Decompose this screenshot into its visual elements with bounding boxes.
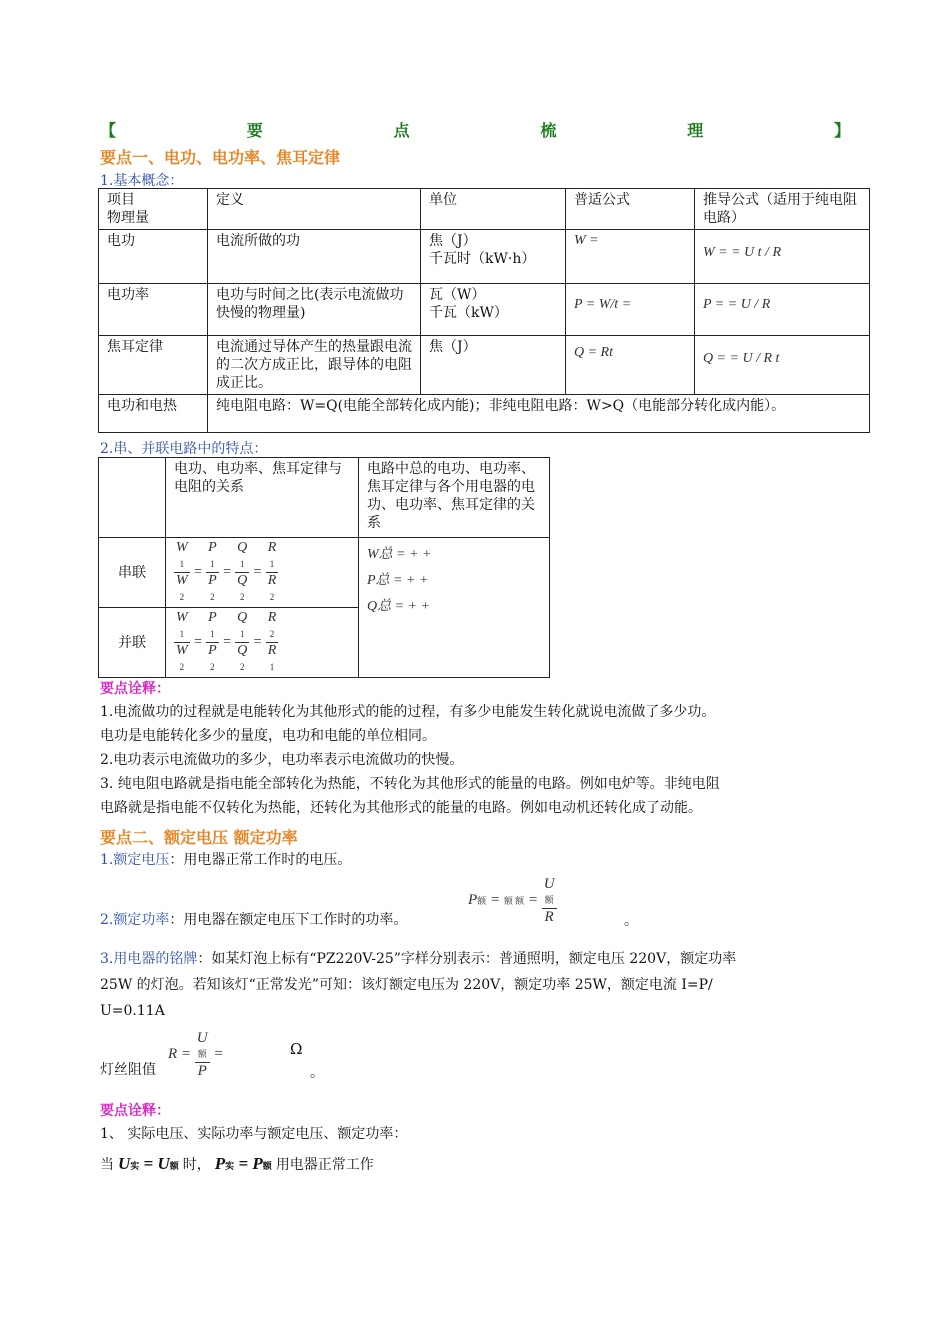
power-equality: P实 = P额 [214, 1154, 272, 1173]
nameplate-paragraph [100, 946, 860, 1024]
row-label-series: 串联 [99, 538, 166, 608]
when-word: 当 [100, 1157, 114, 1173]
notes2-condition-line [100, 1152, 374, 1178]
rated-power-label: 2.额定功率 [100, 912, 170, 928]
title-char: 点 [393, 121, 410, 140]
nameplate-line2: 25W 的灯泡。若知该灯“正常发光”可知：该灯额定电压为 220V，额定功率 25W，额定电流 I=P/ [100, 977, 713, 993]
note-line: 电路就是指电能不仅转化为热能，还转化为其他形式的能量的电路。例如电动机还转化成了动能。 [100, 800, 702, 816]
cell-unit: 焦（J） 千瓦时（kW·h） [421, 230, 566, 284]
filament-period: 。 [310, 1065, 324, 1081]
total-work-formula: W总 = + + [367, 547, 432, 562]
ohm-symbol: Ω [290, 1040, 303, 1058]
total-relations [359, 538, 550, 678]
filament-label: 灯丝阻值 [100, 1062, 156, 1078]
title-char: 梳 [540, 121, 557, 140]
title-char: 【 [100, 121, 117, 140]
notes2-line1: 1、 实际电压、实际功率与额定电压、额定功率： [100, 1126, 408, 1142]
row-label-parallel: 并联 [99, 608, 166, 678]
cell-quantity: 焦耳定律 [99, 336, 208, 395]
cell-formula: P = W/t = [566, 284, 695, 336]
nameplate-label: 3.用电器的铭牌 [100, 951, 198, 967]
cell-unit: 焦（J） [421, 336, 566, 395]
rated-power-period: 。 [624, 913, 638, 929]
normal-operation-text: 用电器正常工作 [275, 1157, 374, 1173]
rated-voltage-line [100, 848, 351, 872]
cell-derived-formula: W = = U t / R [695, 230, 870, 284]
rated-power-formula: P额 = 额 额 = U 额 R [468, 876, 555, 925]
cell-quantity: 电功和电热 [99, 395, 208, 433]
note-line: 3. 纯电阻电路就是指电能全部转化为热能，不转化为其他形式的能量的电路。例如电炉等。非纯电阻 [100, 776, 720, 792]
cell-definition: 电流通过导体产生的热量跟电流的二次方成正比，跟导体的电阻成正比。 [208, 336, 421, 395]
title-char: 要 [246, 121, 263, 140]
basic-concepts-table [98, 188, 870, 433]
heading-section1: 要点一、电功、电功率、焦耳定律 [100, 148, 341, 167]
series-ratio-formula: W 1 W 2 = P 1 P 2 = Q 1 Q 2 = R 1 R 2 [166, 538, 359, 608]
cell-definition: 电流所做的功 [208, 230, 421, 284]
table-row [99, 336, 870, 395]
note-line: 电功是电能转化多少的量度，电功和电能的单位相同。 [100, 728, 436, 744]
table-row [99, 538, 550, 608]
subheading-basic-concepts: 1.基本概念： [100, 173, 184, 189]
shi-word: 时， [182, 1157, 211, 1173]
table-row [99, 395, 870, 433]
section-title [100, 118, 850, 141]
rated-power-line [100, 908, 407, 932]
table-header: 普适公式 [566, 189, 695, 230]
cell-derived-formula: P = = U / R [695, 284, 870, 336]
cell-definition: 电功与时间之比(表示电流做功快慢的物理量) [208, 284, 421, 336]
table-row [99, 230, 870, 284]
rated-power-text: ：用电器在额定电压下工作时的功率。 [169, 912, 408, 928]
voltage-equality: U实 = U额 [118, 1154, 179, 1173]
title-char: 理 [687, 121, 704, 140]
filament-resistance-formula: R = U 额 P = [168, 1030, 224, 1079]
table-row [99, 284, 870, 336]
cell-unit: 瓦（W） 千瓦（kW） [421, 284, 566, 336]
rated-voltage-text: ：用电器正常工作时的电压。 [169, 852, 352, 868]
rated-voltage-label: 1.额定电压 [100, 852, 170, 868]
series-parallel-table [98, 457, 550, 678]
table-header: 推导公式（适用于纯电阻电路） [695, 189, 870, 230]
empty-header [99, 458, 166, 538]
note-line: 2.电功表示电流做功的多少，电功率表示电流做功的快慢。 [100, 752, 464, 768]
heading-section2: 要点二、额定电压 额定功率 [100, 828, 298, 847]
table-header: 定义 [208, 189, 421, 230]
notes-heading-1: 要点诠释： [100, 681, 170, 697]
parallel-ratio-formula: W 1 W 2 = P 1 P 2 = Q 1 Q 2 = R 2 R 1 [166, 608, 359, 678]
table-header: 电路中总的电功、电功率、焦耳定律与各个用电器的电功、电功率、焦耳定律的关系 [359, 458, 550, 538]
notes-body-1 [100, 700, 860, 820]
table-header: 电功、电功率、焦耳定律与电阻的关系 [166, 458, 359, 538]
cell-quantity: 电功率 [99, 284, 208, 336]
cell-quantity: 电功 [99, 230, 208, 284]
cell-formula: Q = Rt [566, 336, 695, 395]
total-power-formula: P总 = + + [367, 573, 429, 588]
note-line: 1.电流做功的过程就是电能转化为其他形式的能的过程，有多少电能发生转化就说电流做了多少功。 [100, 704, 716, 720]
subheading-series-parallel: 2.串、并联电路中的特点： [100, 441, 268, 457]
title-char: 】 [833, 121, 850, 140]
cell-formula: W = [566, 230, 695, 284]
table-header: 项目 物理量 [99, 189, 208, 230]
notes-heading-2: 要点诠释： [100, 1103, 170, 1119]
total-heat-formula: Q总 = + + [367, 599, 430, 614]
cell-description: 纯电阻电路：W=Q(电能全部转化成内能)；非纯电阻电路：W>Q（电能部分转化成内能）。 [208, 395, 870, 433]
nameplate-text: ：如某灯泡上标有“PZ220V-25”字样分别表示：普通照明，额定电压 220V，额定功率 [197, 951, 737, 967]
nameplate-line3: U=0.11A [100, 1003, 165, 1019]
cell-derived-formula: Q = = U / R t [695, 336, 870, 395]
table-header: 单位 [421, 189, 566, 230]
